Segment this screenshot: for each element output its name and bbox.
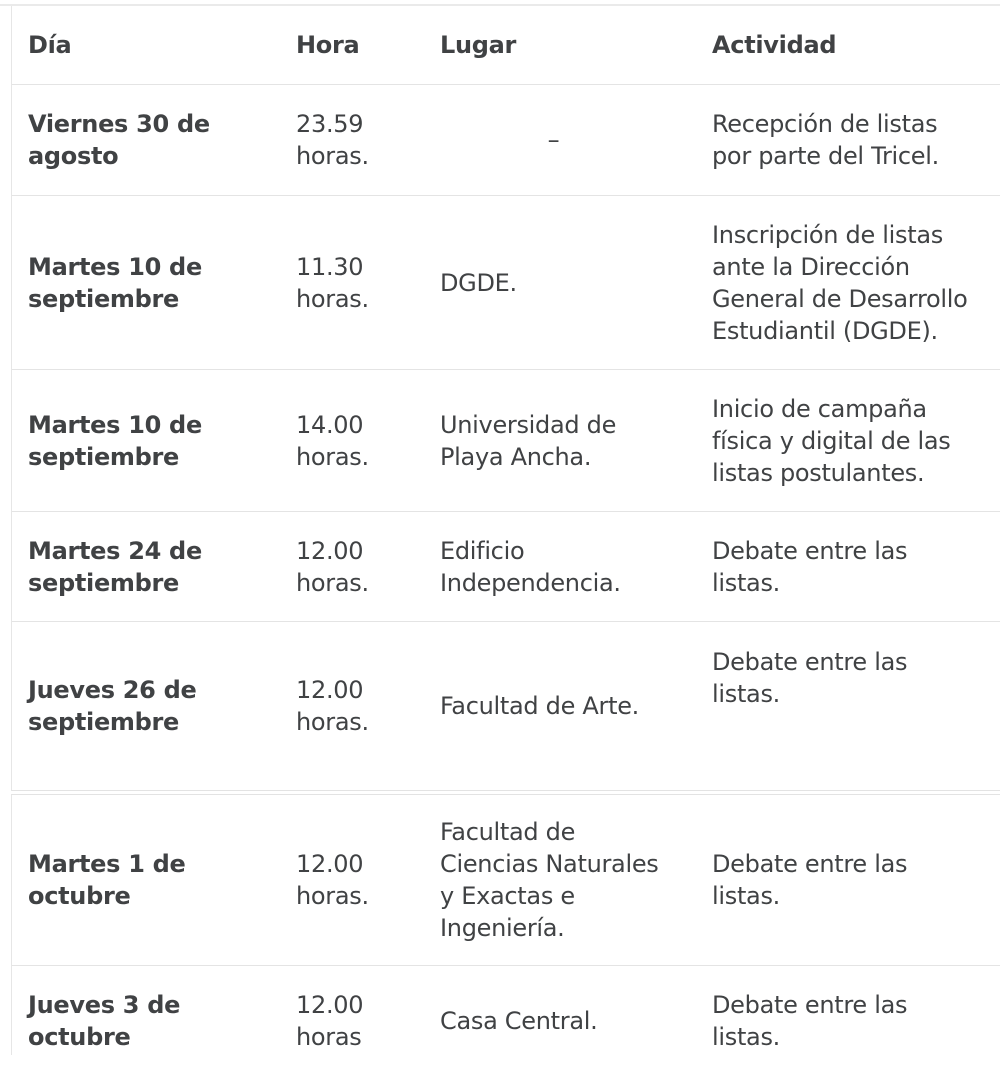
cell-dia — [28, 795, 288, 965]
cell-hora — [296, 622, 431, 790]
cell-lugar — [440, 370, 705, 511]
cell-line: Martes 1 de — [28, 850, 186, 878]
cell-line: octubre — [28, 1023, 131, 1051]
cell-line: Jueves 26 de — [28, 676, 197, 704]
cell-text — [28, 535, 202, 599]
cell-line: Debate entre las — [712, 850, 908, 878]
cell-text — [296, 251, 369, 315]
cell-line: física y digital de las — [712, 426, 951, 455]
cell-line: septiembre — [28, 442, 180, 471]
cell-line: Viernes 30 de — [28, 110, 210, 138]
cell-actividad — [712, 85, 1000, 195]
cell-line: y Exactas e — [440, 882, 575, 910]
cell-line: 12.00 — [296, 536, 364, 565]
cell-line: Independencia. — [440, 568, 621, 597]
cell-line: Inicio de campaña — [712, 394, 927, 423]
cell-hora — [296, 196, 431, 369]
cell-lugar — [440, 622, 705, 790]
cell-text — [440, 535, 621, 599]
cell-line: listas. — [712, 568, 780, 597]
cell-line: Universidad de — [440, 410, 617, 439]
cell-line: Debate entre las — [712, 648, 908, 676]
cell-line: Edificio — [440, 536, 525, 565]
cell-hora — [296, 85, 431, 195]
header-actividad: Actividad — [712, 31, 837, 59]
cell-text — [440, 267, 517, 299]
schedule-table-continued — [11, 794, 1000, 1055]
cell-line: listas. — [712, 1023, 780, 1051]
cell-line: 14.00 — [296, 410, 364, 439]
cell-lugar — [440, 85, 705, 195]
cell-line: horas. — [296, 284, 369, 313]
cell-line: listas. — [712, 680, 780, 708]
table-row — [12, 966, 1000, 1076]
cell-actividad — [712, 795, 1000, 965]
cell-line: 12.00 — [296, 676, 364, 704]
cell-text — [28, 848, 186, 912]
cell-line: 23.59 — [296, 110, 364, 138]
cell-line: horas. — [296, 708, 369, 736]
cell-line: Jueves 3 de — [28, 991, 181, 1019]
cell-text — [712, 393, 950, 489]
cell-line: Debate entre las — [712, 536, 908, 565]
cell-line: Debate entre las — [712, 991, 908, 1019]
cell-line: Facultad de — [440, 818, 576, 846]
cell-line: General de Desarrollo — [712, 284, 968, 313]
cell-dia — [28, 622, 288, 790]
table-row — [12, 512, 1000, 622]
cell-line: ante la Dirección — [712, 252, 910, 281]
cell-line: – — [547, 126, 560, 154]
table-row — [12, 370, 1000, 512]
table-row — [12, 85, 1000, 196]
cell-hora — [296, 512, 431, 621]
cell-line: 11.30 — [296, 252, 364, 281]
header-dia: Día — [28, 31, 72, 59]
cell-text — [440, 690, 639, 722]
cell-line: Martes 24 de — [28, 536, 202, 565]
cell-text — [28, 251, 202, 315]
cell-text — [296, 108, 369, 172]
cell-dia — [28, 370, 288, 511]
cell-text — [712, 848, 907, 912]
cell-text — [712, 219, 968, 347]
cell-text — [28, 108, 210, 172]
cell-text — [28, 989, 180, 1053]
cell-lugar — [440, 795, 705, 965]
cell-dia — [28, 196, 288, 369]
cell-dia — [28, 966, 288, 1076]
cell-dia — [28, 512, 288, 621]
cell-dia — [28, 85, 288, 195]
cell-line: Playa Ancha. — [440, 442, 592, 471]
cell-line: Casa Central. — [440, 1007, 598, 1035]
schedule-table — [11, 6, 1000, 791]
cell-lugar — [440, 512, 705, 621]
cell-actividad — [712, 370, 1000, 511]
cell-line: horas — [296, 1023, 362, 1051]
cell-text — [440, 816, 659, 944]
cell-actividad — [712, 512, 1000, 621]
cell-line: Martes 10 de — [28, 410, 202, 439]
cell-text — [28, 674, 196, 738]
cell-actividad — [712, 196, 1000, 369]
cell-text — [296, 674, 369, 738]
cell-line: DGDE. — [440, 268, 517, 297]
cell-line: septiembre — [28, 708, 180, 736]
cell-line: listas. — [712, 882, 780, 910]
cell-line: septiembre — [28, 568, 180, 597]
cell-text — [296, 535, 369, 599]
cell-line: por parte del Tricel. — [712, 142, 939, 170]
cell-text — [712, 535, 907, 599]
cell-text — [712, 989, 907, 1053]
cell-text — [296, 989, 363, 1053]
header-lugar: Lugar — [440, 31, 517, 59]
table-row — [12, 196, 1000, 370]
cell-line: horas. — [296, 442, 369, 471]
cell-text — [712, 646, 907, 710]
table-row — [12, 622, 1000, 790]
cell-hora — [296, 795, 431, 965]
cell-line: 12.00 — [296, 850, 364, 878]
cell-line: horas. — [296, 568, 369, 597]
cell-hora — [296, 966, 431, 1076]
cell-line: Estudiantil (DGDE). — [712, 316, 938, 345]
header-hora: Hora — [296, 31, 360, 59]
table-header-row — [12, 6, 1000, 85]
table-row — [12, 795, 1000, 966]
cell-line: septiembre — [28, 284, 180, 313]
cell-line: 12.00 — [296, 991, 364, 1019]
cell-line: Facultad de Arte. — [440, 692, 639, 720]
cell-lugar — [440, 196, 705, 369]
cell-line: octubre — [28, 882, 131, 910]
cell-text — [440, 1005, 597, 1037]
cell-line: Recepción de listas — [712, 110, 938, 138]
cell-text — [28, 409, 202, 473]
cell-line: horas. — [296, 882, 369, 910]
cell-text — [296, 848, 369, 912]
cell-text — [440, 409, 616, 473]
cell-text — [548, 124, 560, 156]
cell-actividad — [712, 966, 1000, 1076]
cell-line: listas postulantes. — [712, 458, 925, 487]
cell-lugar — [440, 966, 705, 1076]
cell-text — [712, 108, 939, 172]
cell-text — [296, 409, 369, 473]
cell-line: Martes 10 de — [28, 252, 202, 281]
cell-actividad — [712, 622, 1000, 790]
cell-line: horas. — [296, 142, 369, 170]
cell-line: Ingeniería. — [440, 914, 565, 942]
cell-hora — [296, 370, 431, 511]
cell-line: Inscripción de listas — [712, 220, 943, 249]
cell-line: agosto — [28, 142, 119, 170]
cell-line: Ciencias Naturales — [440, 850, 659, 878]
